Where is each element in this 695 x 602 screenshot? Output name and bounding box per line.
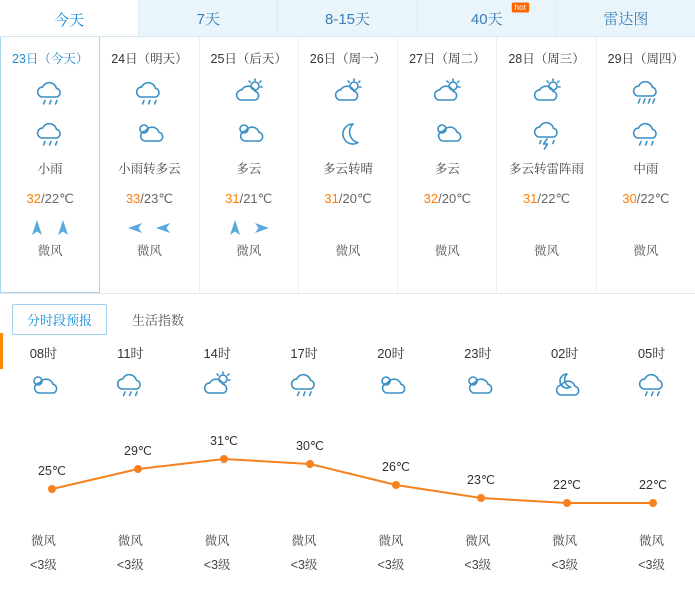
tab-8-15days[interactable] bbox=[278, 0, 417, 36]
moon-icon bbox=[331, 118, 365, 155]
temp-sep: / bbox=[438, 191, 442, 206]
wind-arrow-icon bbox=[254, 221, 270, 235]
hour-wind: 微风 bbox=[30, 534, 56, 548]
day-high: 30 bbox=[622, 191, 637, 206]
day-desc: 小雨转多云 bbox=[118, 162, 181, 176]
day-icons bbox=[100, 77, 198, 155]
temp-unit: ℃ bbox=[456, 191, 471, 206]
hour-column bbox=[521, 333, 608, 408]
day-temp bbox=[299, 191, 397, 207]
wind-arrows bbox=[497, 217, 595, 239]
tab-label: 7天 bbox=[196, 10, 220, 28]
day-wind: 微风 bbox=[434, 244, 460, 258]
wind-arrow-icon bbox=[30, 219, 44, 237]
day-desc: 多云转晴 bbox=[322, 162, 373, 176]
rain-icon bbox=[261, 362, 348, 408]
day-date: 28日（周三） bbox=[508, 52, 585, 66]
hour-wind-cell bbox=[434, 529, 521, 577]
day-low: 22 bbox=[640, 191, 655, 206]
sun-cloud-icon bbox=[530, 77, 564, 114]
day-low: 20 bbox=[342, 191, 357, 206]
temp-sep: / bbox=[41, 191, 45, 206]
hour-wind: 微风 bbox=[639, 534, 665, 548]
subtab-life-index[interactable] bbox=[117, 304, 199, 335]
day-icons bbox=[497, 77, 595, 155]
subtab-hourly-forecast[interactable] bbox=[12, 304, 107, 335]
main-tabs bbox=[0, 0, 695, 37]
hour-column bbox=[261, 333, 348, 408]
hour-wind-cell bbox=[0, 529, 87, 577]
hour-wind-cell bbox=[87, 529, 174, 577]
day-temp bbox=[200, 191, 298, 207]
day-low: 21 bbox=[243, 191, 258, 206]
day-date: 29日（周四） bbox=[607, 52, 685, 66]
wind-arrows bbox=[1, 217, 99, 239]
tab-label: 40天 bbox=[470, 10, 503, 28]
hour-column bbox=[87, 333, 174, 408]
day-icons bbox=[597, 77, 695, 155]
sun-cloud-icon bbox=[174, 362, 261, 408]
day-wind: 微风 bbox=[335, 244, 361, 258]
hour-column bbox=[174, 333, 261, 408]
moon-cloud-icon bbox=[521, 362, 608, 408]
rain-heavy-icon bbox=[629, 77, 663, 114]
data-point bbox=[477, 494, 485, 502]
sun-cloud-icon bbox=[232, 77, 266, 114]
day-desc: 多云 bbox=[236, 162, 262, 176]
day-high: 31 bbox=[324, 191, 339, 206]
wind-arrows bbox=[398, 217, 496, 239]
temp-sep: / bbox=[636, 191, 641, 206]
temp-unit: ℃ bbox=[356, 191, 372, 206]
hour-column bbox=[608, 333, 695, 408]
temp-unit: ℃ bbox=[59, 191, 74, 206]
day-wind: 微风 bbox=[633, 244, 659, 258]
temp-unit: ℃ bbox=[555, 191, 571, 206]
rain-icon bbox=[87, 362, 174, 408]
day-icons bbox=[398, 77, 496, 155]
day-temp bbox=[597, 191, 695, 207]
hour-columns bbox=[0, 333, 695, 408]
hour-column bbox=[348, 333, 435, 408]
tab-radar[interactable] bbox=[557, 0, 695, 36]
rain-icon bbox=[33, 77, 67, 114]
tab-today[interactable] bbox=[0, 0, 139, 36]
seven-day-forecast bbox=[0, 37, 695, 293]
day-card[interactable] bbox=[597, 37, 695, 293]
data-point bbox=[134, 465, 142, 473]
cloud-icon bbox=[348, 362, 435, 408]
rain-icon bbox=[33, 118, 67, 155]
cloud-icon bbox=[430, 118, 464, 155]
day-wind: 微风 bbox=[534, 244, 560, 258]
data-point bbox=[48, 485, 56, 493]
day-high: 31 bbox=[225, 191, 240, 206]
day-low: 20 bbox=[441, 191, 457, 206]
day-temp bbox=[497, 191, 595, 207]
data-point bbox=[306, 460, 314, 468]
hour-time: 17时 bbox=[290, 346, 318, 361]
day-temp bbox=[398, 191, 496, 207]
wind-arrow-icon bbox=[56, 219, 70, 237]
temp-unit: ℃ bbox=[158, 191, 173, 206]
tab-label: 8-15天 bbox=[324, 10, 371, 28]
sun-cloud-icon bbox=[430, 77, 464, 114]
hour-time: 08时 bbox=[29, 346, 58, 361]
wind-arrows bbox=[597, 217, 695, 239]
hour-wind: 微风 bbox=[465, 534, 491, 548]
hour-time: 23时 bbox=[464, 346, 492, 361]
temp-unit: ℃ bbox=[654, 191, 670, 206]
wind-arrows bbox=[200, 217, 298, 239]
data-point bbox=[392, 481, 400, 489]
cloudy-sun-icon bbox=[132, 118, 166, 155]
hour-wind: 微风 bbox=[552, 534, 578, 548]
rain-icon bbox=[608, 362, 695, 408]
tab-40days[interactable] bbox=[418, 0, 557, 36]
day-icons bbox=[299, 77, 397, 155]
day-low: 22 bbox=[541, 191, 556, 206]
tab-label: 雷达图 bbox=[603, 10, 649, 28]
day-desc: 小雨 bbox=[37, 162, 63, 176]
hour-time: 05时 bbox=[637, 346, 666, 361]
hour-column bbox=[0, 333, 87, 408]
hour-wind-level: <3级 bbox=[464, 558, 492, 572]
temp-sep: / bbox=[140, 191, 144, 206]
hour-wind-cell bbox=[261, 529, 348, 577]
hour-wind: 微风 bbox=[378, 534, 404, 548]
subtab-label: 生活指数 bbox=[132, 313, 185, 328]
temp-sep: / bbox=[338, 191, 343, 206]
day-card[interactable] bbox=[100, 37, 199, 293]
point-label: 22℃ bbox=[553, 478, 581, 492]
hour-wind: 微风 bbox=[204, 534, 230, 548]
day-date: 27日（周二） bbox=[409, 52, 486, 66]
day-date: 25日（后天） bbox=[210, 52, 287, 66]
hour-wind-cell bbox=[521, 529, 608, 577]
day-card[interactable] bbox=[398, 37, 497, 293]
subtab-label: 分时段预报 bbox=[27, 313, 93, 328]
hot-badge: hot bbox=[512, 2, 529, 12]
point-label: 23℃ bbox=[467, 473, 495, 487]
tab-label: 今天 bbox=[54, 11, 85, 29]
day-high: 31 bbox=[522, 191, 538, 206]
day-wind: 微风 bbox=[37, 244, 63, 258]
data-point bbox=[220, 455, 228, 463]
day-date: 26日（周一） bbox=[309, 52, 387, 66]
point-label: 22℃ bbox=[639, 478, 667, 492]
hour-wind-level: <3级 bbox=[638, 558, 665, 572]
day-card[interactable] bbox=[497, 37, 596, 293]
cloud-icon bbox=[232, 118, 266, 155]
day-date: 24日（明天） bbox=[111, 52, 188, 66]
point-label: 29℃ bbox=[124, 444, 152, 458]
day-wind: 微风 bbox=[136, 244, 162, 258]
hour-wind-level: <3级 bbox=[116, 558, 144, 572]
data-point bbox=[649, 499, 657, 507]
day-temp bbox=[100, 191, 198, 207]
rain-icon bbox=[132, 77, 166, 114]
tab-7days[interactable] bbox=[139, 0, 278, 36]
day-icons bbox=[1, 77, 99, 155]
day-desc: 多云转雷阵雨 bbox=[509, 162, 585, 176]
day-desc: 中雨 bbox=[633, 162, 659, 176]
hour-wind-rows bbox=[0, 529, 695, 577]
day-card[interactable] bbox=[200, 37, 299, 293]
hour-time: 11时 bbox=[117, 346, 144, 361]
sub-tabs bbox=[0, 293, 695, 333]
hour-wind-level: <3级 bbox=[30, 558, 57, 572]
day-high: 32 bbox=[423, 191, 439, 206]
hour-time: 14时 bbox=[203, 346, 231, 361]
temp-sep: / bbox=[537, 191, 542, 206]
point-label: 26℃ bbox=[382, 460, 410, 474]
day-desc: 多云 bbox=[434, 162, 460, 176]
data-point bbox=[563, 499, 571, 507]
day-high: 32 bbox=[26, 191, 42, 206]
point-label: 30℃ bbox=[296, 439, 324, 453]
thunder-icon bbox=[530, 118, 564, 155]
hour-wind-cell bbox=[348, 529, 435, 577]
rain-icon bbox=[629, 118, 663, 155]
hour-time: 02时 bbox=[550, 346, 579, 361]
hour-column bbox=[434, 333, 521, 408]
cloud-icon bbox=[434, 362, 521, 408]
day-temp bbox=[1, 191, 99, 207]
wind-arrow-icon bbox=[228, 219, 242, 237]
wind-arrow-icon bbox=[155, 221, 171, 235]
cloud-icon bbox=[0, 362, 87, 408]
wind-arrows bbox=[299, 217, 397, 239]
hour-time: 20时 bbox=[377, 346, 405, 361]
day-card[interactable] bbox=[0, 37, 100, 293]
wind-arrows bbox=[100, 217, 198, 239]
day-high: 33 bbox=[125, 191, 141, 206]
hour-wind-cell bbox=[608, 529, 695, 577]
hour-wind-level: <3级 bbox=[377, 558, 405, 572]
day-low: 23 bbox=[143, 191, 159, 206]
temperature-line-chart bbox=[0, 433, 695, 523]
hour-wind-level: <3级 bbox=[551, 558, 579, 572]
hour-wind-cell bbox=[174, 529, 261, 577]
wind-arrow-icon bbox=[127, 221, 143, 235]
point-label: 31℃ bbox=[210, 434, 238, 448]
temp-unit: ℃ bbox=[257, 191, 273, 206]
day-wind: 微风 bbox=[236, 244, 262, 258]
hour-wind-level: <3级 bbox=[203, 558, 231, 572]
hourly-forecast-chart bbox=[0, 333, 695, 583]
hour-wind: 微风 bbox=[117, 534, 143, 548]
day-icons bbox=[200, 77, 298, 155]
day-low: 22 bbox=[44, 191, 60, 206]
sun-cloud-icon bbox=[331, 77, 365, 114]
temp-sep: / bbox=[239, 191, 244, 206]
hour-wind-level: <3级 bbox=[290, 558, 318, 572]
day-date: 23日（今天） bbox=[11, 52, 89, 66]
hour-wind: 微风 bbox=[291, 534, 317, 548]
day-card[interactable] bbox=[299, 37, 398, 293]
point-label: 25℃ bbox=[38, 464, 66, 478]
